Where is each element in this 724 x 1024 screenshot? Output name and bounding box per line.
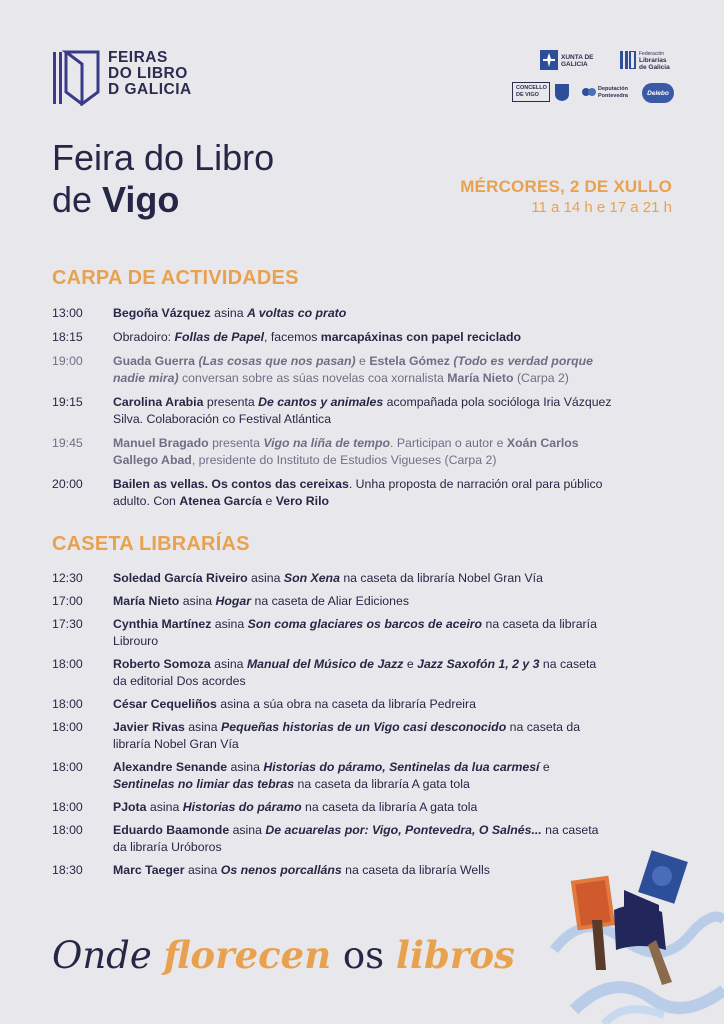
title-text: Vigo na liña de tempo [263, 436, 390, 450]
title-text: A voltas co prato [246, 306, 347, 320]
schedule-description [113, 862, 612, 879]
caseta-section-title: CASETA LIBRARÍAS [52, 533, 250, 555]
schedule-time: 18:00 [52, 720, 83, 734]
name-text: Cynthia Martínez [113, 617, 212, 631]
xunta-shield-icon [540, 50, 558, 70]
title-text: De cantos y animales [258, 395, 384, 409]
plain-text: asina [210, 657, 247, 671]
name-text: María Nieto [447, 371, 514, 385]
plain-text: . Unha proposta de narración oral para público adulto. Con [113, 477, 603, 508]
schedule-time: 19:00 [52, 354, 83, 368]
title-line-2 [52, 179, 274, 221]
feiras-logo [52, 50, 192, 106]
plain-text: asina [247, 571, 284, 585]
name-text: Marc Taeger [113, 863, 185, 877]
schedule-item [52, 822, 612, 856]
schedule-item [52, 719, 612, 753]
schedule-time: 20:00 [52, 477, 83, 491]
title-city: Vigo [102, 179, 180, 220]
schedule-time: 18:00 [52, 657, 83, 671]
plain-text: asina [179, 594, 216, 608]
name-text: Carolina Arabia [113, 395, 204, 409]
vigo-crest-icon [554, 82, 570, 102]
plain-text: , presidente do Instituto de Estudios Vigueses (Carpa 2) [191, 453, 497, 467]
title-text: (Las cosas que nos pasan) [198, 354, 356, 368]
title-text: Historias do páramo, Sentinelas da lua carmesí [263, 760, 540, 774]
federacion-small-label: Federación [639, 51, 665, 57]
schedule-description [113, 570, 612, 587]
plain-text: e [262, 494, 276, 508]
carpa-section-title: CARPA DE ACTIVIDADES [52, 267, 299, 289]
plain-text: na caseta da libraría Nobel Gran Vía [339, 571, 543, 585]
schedule-item [52, 656, 612, 690]
name-text: Estela Gómez [369, 354, 454, 368]
schedule-item [52, 329, 612, 346]
schedule-item [52, 862, 612, 879]
schedule-description [113, 593, 612, 610]
logo-line-3: D GALICIA [108, 81, 192, 98]
slogan-word-3: os [342, 934, 385, 977]
title-prefix: de [52, 179, 103, 220]
logo-text [108, 50, 192, 98]
schedule-description [113, 822, 612, 856]
name-text: Atenea García [179, 494, 263, 508]
sponsor-logos [512, 50, 674, 106]
schedule-item [52, 759, 612, 793]
plain-text: presenta [203, 395, 259, 409]
plain-text: acompañada pola socióloga Iria Vázquez Silva. Colaboración co Festival Atlántica [113, 395, 612, 426]
schedule-description [113, 353, 612, 387]
name-text: María Nieto [113, 594, 180, 608]
slogan-word-1: Onde [52, 934, 152, 977]
name-text: marcapáxinas con papel reciclado [320, 330, 522, 344]
plain-text: asina [227, 760, 264, 774]
schedule-item [52, 799, 612, 816]
name-text: Begoña Vázquez [113, 306, 211, 320]
plain-text: na caseta da libraría A gata tola [294, 777, 470, 791]
name-text: PJota [113, 800, 147, 814]
title-line-1: Feira do Libro [52, 137, 275, 178]
slogan-word-4: libros [395, 933, 515, 977]
schedule-time: 19:45 [52, 436, 83, 450]
deputacion-label: Deputación Pontevedra [598, 86, 628, 99]
plain-text: asina [229, 823, 266, 837]
title-text: (Todo es verdad porque nadie mira) [113, 354, 593, 385]
plain-text: na caseta da libraría Librouro [113, 617, 597, 648]
schedule-description [113, 759, 612, 793]
federacion-label: Librarías de Galicia [639, 57, 670, 71]
plain-text: . Participan o autor e [390, 436, 507, 450]
schedule-time: 17:30 [52, 617, 83, 631]
name-text: Bailen as vellas. Os contos das cereixas [113, 477, 349, 491]
page-title [52, 137, 274, 221]
schedule-description [113, 435, 612, 469]
books-illustration [544, 850, 724, 1024]
plain-text: asina [184, 863, 221, 877]
plain-text: Obradoiro: [113, 330, 175, 344]
book-logo-icon [52, 50, 100, 106]
slogan-word-2: florecen [163, 933, 332, 977]
schedule-description [113, 394, 612, 428]
plain-text: na caseta da libraría Uróboros [113, 823, 599, 854]
schedule-description [113, 799, 612, 816]
schedule-time: 12:30 [52, 571, 83, 585]
schedule-description [113, 476, 612, 510]
schedule-item [52, 570, 612, 587]
name-text: Vero Rilo [275, 494, 330, 508]
xunta-label: XUNTA DE GALICIA [561, 54, 594, 68]
schedule-time: 17:00 [52, 594, 83, 608]
name-text: Guada Guerra [113, 354, 199, 368]
schedule-time: 18:00 [52, 760, 83, 774]
schedule-description [113, 656, 612, 690]
plain-text: na caseta da editorial Dos acordes [113, 657, 597, 688]
schedule-item [52, 476, 612, 510]
schedule-item [52, 435, 612, 469]
schedule-item [52, 616, 612, 650]
title-text: Os nenos porcalláns [220, 863, 342, 877]
title-text: Hogar [215, 594, 252, 608]
date-label: MÉRCORES, 2 DE XULLO [460, 177, 672, 196]
caseta-schedule [52, 570, 612, 885]
deputacion-icon [582, 86, 596, 98]
title-text: Follas de Papel [174, 330, 265, 344]
logo-line-1: FEIRAS [108, 49, 168, 66]
hours-label: 11 a 14 h e 17 a 21 h [531, 199, 672, 216]
concello-label: CONCELLO DE VIGO [512, 82, 550, 102]
schedule-description [113, 616, 612, 650]
name-text: César Cequeliños [113, 697, 217, 711]
event-date [460, 177, 672, 216]
slogan [52, 933, 515, 977]
plain-text: , facemos [264, 330, 321, 344]
title-text: Manual del Músico de Jazz [246, 657, 404, 671]
plain-text: e [403, 657, 418, 671]
plain-text: na caseta da libraría Nobel Gran Vía [113, 720, 581, 751]
plain-text: asina [184, 720, 222, 734]
schedule-time: 18:00 [52, 800, 83, 814]
schedule-description [113, 696, 612, 713]
name-text: Alexandre Senande [113, 760, 228, 774]
plain-text: na caseta de Aliar Ediciones [251, 594, 409, 608]
plain-text: asina [211, 617, 248, 631]
plain-text: asina a súa obra na caseta da libraría Pedreira [216, 697, 476, 711]
title-text: Sentinelas no limiar das tebras [113, 777, 295, 791]
schedule-item [52, 696, 612, 713]
carpa-schedule [52, 305, 612, 517]
plain-text: (Carpa 2) [513, 371, 569, 385]
federacion-icon [620, 51, 636, 69]
delebo-label: Delebo [647, 89, 669, 97]
name-text: Roberto Somoza [113, 657, 211, 671]
title-text: De acuarelas por: Vigo, Pontevedra, O Salnés... [265, 823, 542, 837]
schedule-time: 18:15 [52, 330, 83, 344]
schedule-time: 18:00 [52, 823, 83, 837]
plain-text: e [355, 354, 370, 368]
plain-text: na caseta da libraría A gata tola [301, 800, 478, 814]
name-text: Javier Rivas [113, 720, 185, 734]
schedule-description [113, 329, 612, 346]
title-text: Historias do páramo [182, 800, 302, 814]
delebo-badge [642, 83, 674, 103]
name-text: Xoán Carlos Gallego Abad [113, 436, 579, 467]
name-text: Soledad García Riveiro [113, 571, 248, 585]
schedule-item [52, 593, 612, 610]
schedule-time: 19:15 [52, 395, 83, 409]
plain-text: e [539, 760, 550, 774]
logo-line-2: DO LIBRO [108, 65, 188, 82]
schedule-description [113, 305, 612, 322]
plain-text: asina [210, 306, 247, 320]
name-text: Eduardo Baamonde [113, 823, 230, 837]
schedule-time: 13:00 [52, 306, 83, 320]
schedule-item [52, 394, 612, 428]
name-text: Manuel Bragado [113, 436, 209, 450]
schedule-time: 18:30 [52, 863, 83, 877]
plain-text: asina [146, 800, 183, 814]
schedule-item [52, 305, 612, 322]
title-text: Son coma glaciares os barcos de aceiro [247, 617, 483, 631]
title-text: Son Xena [283, 571, 340, 585]
plain-text: presenta [208, 436, 264, 450]
plain-text: conversan sobre as súas novelas coa xornalista [178, 371, 448, 385]
title-text: Pequeñas historias de un Vigo casi desconocido [221, 720, 507, 734]
schedule-description [113, 719, 612, 753]
title-text: Jazz Saxofón 1, 2 y 3 [417, 657, 540, 671]
plain-text: na caseta da libraría Wells [341, 863, 490, 877]
schedule-item [52, 353, 612, 387]
schedule-time: 18:00 [52, 697, 83, 711]
